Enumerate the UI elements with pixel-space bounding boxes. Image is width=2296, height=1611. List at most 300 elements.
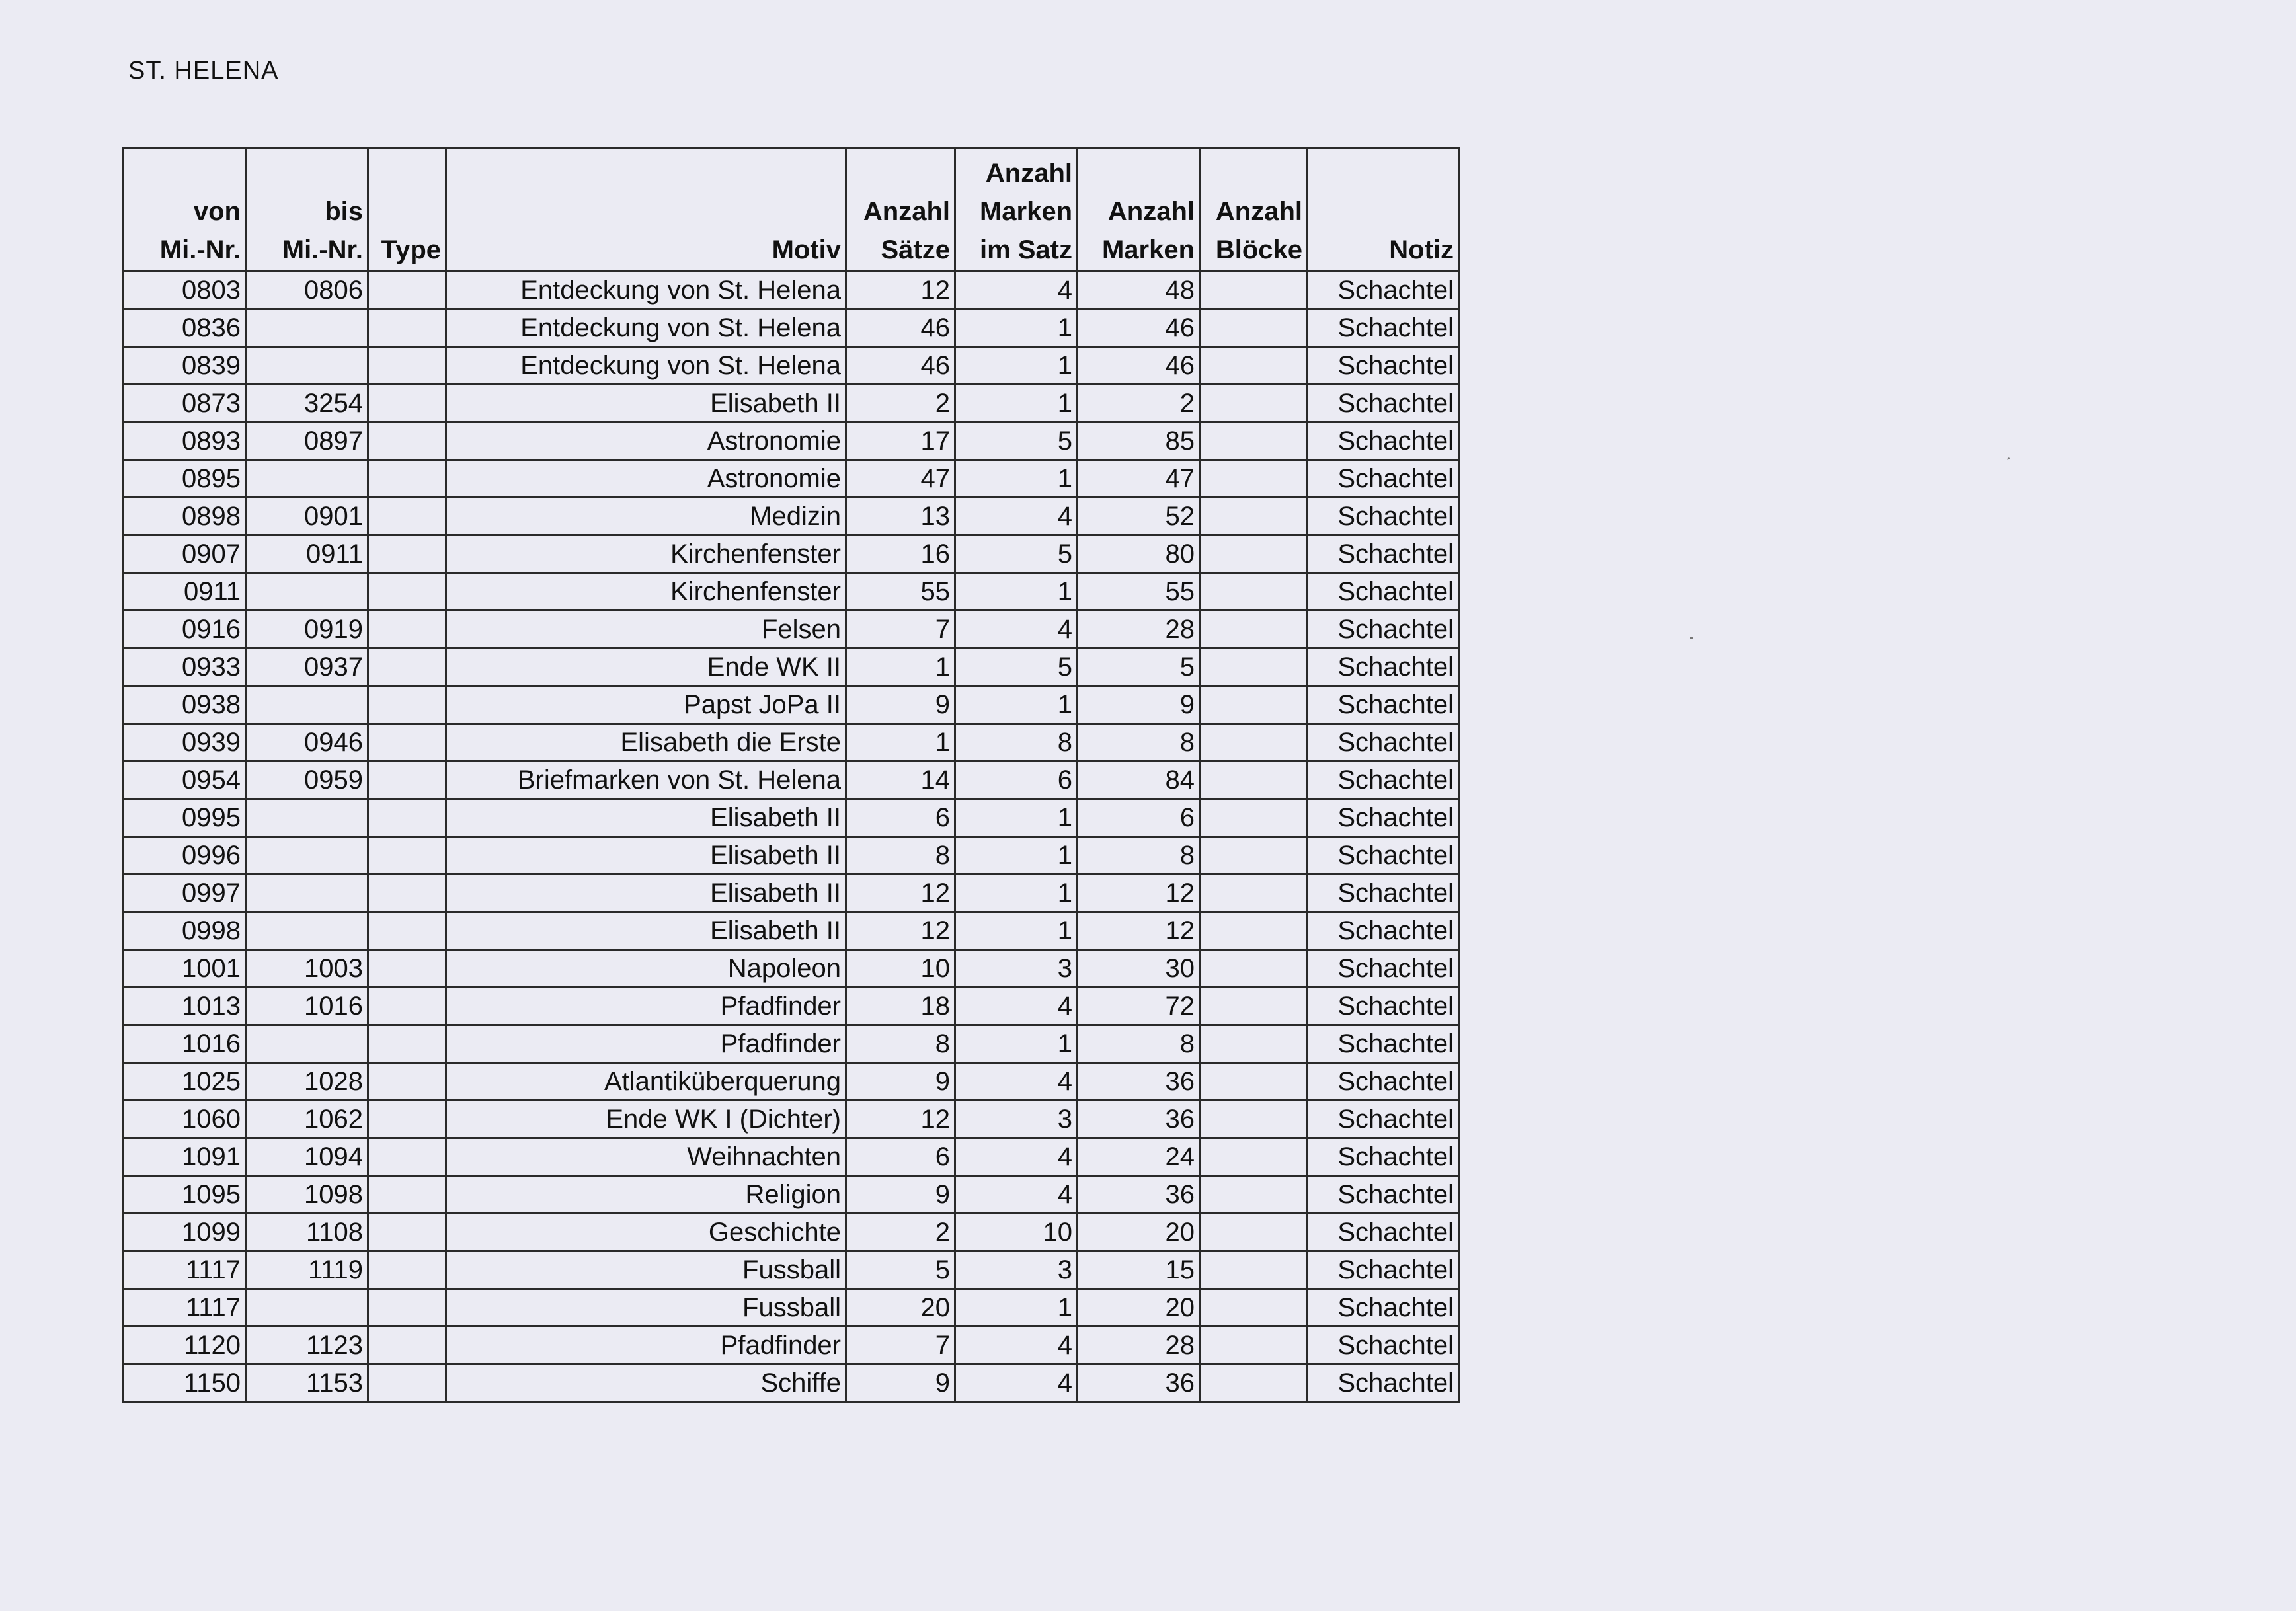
- cell-anzahl-bloecke: [1200, 875, 1308, 912]
- cell-bis-mi-nr: 0911: [246, 535, 368, 573]
- cell-von-mi-nr: 1013: [124, 988, 246, 1025]
- cell-anzahl-bloecke: [1200, 611, 1308, 648]
- cell-notiz: Schachtel: [1308, 460, 1459, 498]
- column-header-type: [368, 149, 446, 272]
- cell-anzahl-bloecke: [1200, 535, 1308, 573]
- cell-anzahl-saetze: 14: [846, 762, 955, 799]
- cell-anzahl-marken-im-satz: 1: [955, 1289, 1078, 1327]
- cell-notiz: Schachtel: [1308, 1176, 1459, 1214]
- cell-von-mi-nr: 1120: [124, 1327, 246, 1364]
- cell-anzahl-marken: 85: [1078, 422, 1200, 460]
- cell-von-mi-nr: 0911: [124, 573, 246, 611]
- cell-anzahl-bloecke: [1200, 1327, 1308, 1364]
- table-row: [124, 686, 1459, 724]
- cell-type: [368, 347, 446, 385]
- cell-von-mi-nr: 0839: [124, 347, 246, 385]
- cell-bis-mi-nr: [246, 686, 368, 724]
- cell-notiz: Schachtel: [1308, 950, 1459, 988]
- cell-type: [368, 762, 446, 799]
- cell-anzahl-saetze: 20: [846, 1289, 955, 1327]
- cell-anzahl-saetze: 9: [846, 1176, 955, 1214]
- cell-von-mi-nr: 1150: [124, 1364, 246, 1402]
- table-row: [124, 1101, 1459, 1138]
- cell-notiz: Schachtel: [1308, 309, 1459, 347]
- cell-von-mi-nr: 1117: [124, 1289, 246, 1327]
- cell-anzahl-marken: 20: [1078, 1214, 1200, 1251]
- table-row: [124, 912, 1459, 950]
- cell-anzahl-marken: 72: [1078, 988, 1200, 1025]
- cell-anzahl-marken: 8: [1078, 724, 1200, 762]
- column-header-anzahl-marken-im-satz: [955, 149, 1078, 272]
- column-header-line: Marken: [1101, 235, 1195, 264]
- header-row: [124, 149, 1459, 272]
- column-header-line: Blöcke: [1215, 235, 1302, 264]
- cell-type: [368, 1364, 446, 1402]
- cell-bis-mi-nr: [246, 1025, 368, 1063]
- column-header-line: Sätze: [881, 235, 950, 264]
- cell-von-mi-nr: 0873: [124, 385, 246, 422]
- cell-notiz: Schachtel: [1308, 347, 1459, 385]
- cell-anzahl-marken: 52: [1078, 498, 1200, 535]
- column-header-von-mi-nr: [124, 149, 246, 272]
- cell-anzahl-marken-im-satz: 1: [955, 1025, 1078, 1063]
- cell-anzahl-saetze: 55: [846, 573, 955, 611]
- cell-von-mi-nr: 1001: [124, 950, 246, 988]
- cell-anzahl-marken-im-satz: 4: [955, 272, 1078, 309]
- scan-speck: [1690, 637, 1693, 639]
- cell-type: [368, 1289, 446, 1327]
- cell-anzahl-saetze: 18: [846, 988, 955, 1025]
- column-header-line: bis: [325, 197, 363, 226]
- cell-bis-mi-nr: 1094: [246, 1138, 368, 1176]
- cell-von-mi-nr: 1060: [124, 1101, 246, 1138]
- cell-anzahl-saetze: 9: [846, 1364, 955, 1402]
- table-row: [124, 1364, 1459, 1402]
- table-row: [124, 1251, 1459, 1289]
- cell-anzahl-marken-im-satz: 1: [955, 573, 1078, 611]
- cell-motiv: Pfadfinder: [446, 988, 846, 1025]
- cell-anzahl-bloecke: [1200, 272, 1308, 309]
- cell-anzahl-bloecke: [1200, 1176, 1308, 1214]
- cell-anzahl-bloecke: [1200, 1138, 1308, 1176]
- cell-motiv: Astronomie: [446, 422, 846, 460]
- cell-type: [368, 535, 446, 573]
- cell-anzahl-marken: 36: [1078, 1176, 1200, 1214]
- cell-anzahl-marken-im-satz: 1: [955, 837, 1078, 875]
- cell-notiz: Schachtel: [1308, 611, 1459, 648]
- cell-type: [368, 1214, 446, 1251]
- column-header-line: Marken: [979, 197, 1072, 226]
- cell-bis-mi-nr: [246, 875, 368, 912]
- cell-anzahl-saetze: 6: [846, 799, 955, 837]
- cell-anzahl-marken-im-satz: 1: [955, 912, 1078, 950]
- cell-type: [368, 498, 446, 535]
- cell-von-mi-nr: 0997: [124, 875, 246, 912]
- cell-type: [368, 611, 446, 648]
- cell-bis-mi-nr: [246, 837, 368, 875]
- cell-motiv: Briefmarken von St. Helena: [446, 762, 846, 799]
- cell-von-mi-nr: 0895: [124, 460, 246, 498]
- cell-type: [368, 573, 446, 611]
- table-row: [124, 498, 1459, 535]
- cell-notiz: Schachtel: [1308, 762, 1459, 799]
- cell-motiv: Pfadfinder: [446, 1327, 846, 1364]
- cell-anzahl-saetze: 5: [846, 1251, 955, 1289]
- table-row: [124, 272, 1459, 309]
- cell-anzahl-saetze: 12: [846, 272, 955, 309]
- cell-bis-mi-nr: [246, 460, 368, 498]
- cell-anzahl-bloecke: [1200, 686, 1308, 724]
- cell-type: [368, 988, 446, 1025]
- cell-notiz: Schachtel: [1308, 912, 1459, 950]
- cell-notiz: Schachtel: [1308, 1101, 1459, 1138]
- cell-anzahl-marken-im-satz: 3: [955, 950, 1078, 988]
- cell-type: [368, 912, 446, 950]
- cell-bis-mi-nr: [246, 912, 368, 950]
- cell-anzahl-marken: 12: [1078, 875, 1200, 912]
- cell-motiv: Elisabeth II: [446, 912, 846, 950]
- cell-anzahl-marken: 36: [1078, 1101, 1200, 1138]
- table-row: [124, 309, 1459, 347]
- cell-notiz: Schachtel: [1308, 498, 1459, 535]
- table-row: [124, 422, 1459, 460]
- cell-anzahl-saetze: 2: [846, 385, 955, 422]
- cell-anzahl-bloecke: [1200, 347, 1308, 385]
- cell-type: [368, 648, 446, 686]
- cell-anzahl-marken-im-satz: 4: [955, 611, 1078, 648]
- column-header-line: im Satz: [979, 235, 1072, 264]
- cell-type: [368, 799, 446, 837]
- cell-anzahl-saetze: 7: [846, 611, 955, 648]
- cell-anzahl-marken: 46: [1078, 309, 1200, 347]
- table-body: [124, 272, 1459, 1402]
- cell-bis-mi-nr: 0937: [246, 648, 368, 686]
- cell-anzahl-marken: 9: [1078, 686, 1200, 724]
- cell-von-mi-nr: 0939: [124, 724, 246, 762]
- cell-anzahl-saetze: 10: [846, 950, 955, 988]
- column-header-line: Anzahl: [1107, 197, 1195, 226]
- column-header-line: Mi.-Nr.: [282, 235, 363, 264]
- scan-speck: [2007, 457, 2010, 460]
- table-row: [124, 950, 1459, 988]
- cell-anzahl-marken-im-satz: 1: [955, 309, 1078, 347]
- table-row: [124, 762, 1459, 799]
- cell-anzahl-marken: 5: [1078, 648, 1200, 686]
- table-row: [124, 573, 1459, 611]
- cell-anzahl-marken: 80: [1078, 535, 1200, 573]
- table-row: [124, 875, 1459, 912]
- cell-type: [368, 724, 446, 762]
- table-row: [124, 1289, 1459, 1327]
- cell-von-mi-nr: 1016: [124, 1025, 246, 1063]
- cell-motiv: Napoleon: [446, 950, 846, 988]
- cell-anzahl-marken-im-satz: 6: [955, 762, 1078, 799]
- cell-bis-mi-nr: 0919: [246, 611, 368, 648]
- cell-anzahl-bloecke: [1200, 573, 1308, 611]
- cell-anzahl-saetze: 9: [846, 1063, 955, 1101]
- cell-anzahl-bloecke: [1200, 1364, 1308, 1402]
- cell-type: [368, 460, 446, 498]
- cell-anzahl-bloecke: [1200, 422, 1308, 460]
- cell-anzahl-marken: 46: [1078, 347, 1200, 385]
- cell-motiv: Papst JoPa II: [446, 686, 846, 724]
- cell-anzahl-marken-im-satz: 1: [955, 460, 1078, 498]
- cell-notiz: Schachtel: [1308, 1289, 1459, 1327]
- cell-bis-mi-nr: [246, 799, 368, 837]
- cell-von-mi-nr: 0998: [124, 912, 246, 950]
- cell-notiz: Schachtel: [1308, 1251, 1459, 1289]
- table-row: [124, 347, 1459, 385]
- cell-notiz: Schachtel: [1308, 535, 1459, 573]
- cell-type: [368, 1327, 446, 1364]
- cell-anzahl-bloecke: [1200, 799, 1308, 837]
- cell-bis-mi-nr: 1108: [246, 1214, 368, 1251]
- cell-anzahl-saetze: 8: [846, 837, 955, 875]
- cell-anzahl-marken-im-satz: 1: [955, 385, 1078, 422]
- table-row: [124, 1138, 1459, 1176]
- cell-anzahl-bloecke: [1200, 498, 1308, 535]
- cell-bis-mi-nr: 0897: [246, 422, 368, 460]
- cell-motiv: Weihnachten: [446, 1138, 846, 1176]
- column-header-anzahl-saetze: [846, 149, 955, 272]
- cell-notiz: Schachtel: [1308, 648, 1459, 686]
- cell-motiv: Elisabeth II: [446, 875, 846, 912]
- cell-motiv: Astronomie: [446, 460, 846, 498]
- table-row: [124, 611, 1459, 648]
- cell-von-mi-nr: 1025: [124, 1063, 246, 1101]
- cell-bis-mi-nr: 1123: [246, 1327, 368, 1364]
- cell-anzahl-bloecke: [1200, 1251, 1308, 1289]
- cell-anzahl-marken-im-satz: 5: [955, 648, 1078, 686]
- cell-anzahl-saetze: 6: [846, 1138, 955, 1176]
- cell-motiv: Ende WK I (Dichter): [446, 1101, 846, 1138]
- cell-anzahl-saetze: 46: [846, 347, 955, 385]
- cell-type: [368, 837, 446, 875]
- cell-anzahl-marken: 12: [1078, 912, 1200, 950]
- cell-motiv: Elisabeth die Erste: [446, 724, 846, 762]
- cell-motiv: Religion: [446, 1176, 846, 1214]
- cell-anzahl-saetze: 13: [846, 498, 955, 535]
- cell-bis-mi-nr: 1119: [246, 1251, 368, 1289]
- column-header-anzahl-marken: [1078, 149, 1200, 272]
- cell-von-mi-nr: 0916: [124, 611, 246, 648]
- cell-motiv: Geschichte: [446, 1214, 846, 1251]
- cell-anzahl-bloecke: [1200, 762, 1308, 799]
- cell-anzahl-bloecke: [1200, 950, 1308, 988]
- cell-anzahl-saetze: 7: [846, 1327, 955, 1364]
- cell-motiv: Kirchenfenster: [446, 573, 846, 611]
- cell-anzahl-marken-im-satz: 5: [955, 535, 1078, 573]
- cell-anzahl-marken-im-satz: 1: [955, 347, 1078, 385]
- cell-motiv: Elisabeth II: [446, 385, 846, 422]
- cell-bis-mi-nr: 3254: [246, 385, 368, 422]
- cell-type: [368, 875, 446, 912]
- table-row: [124, 799, 1459, 837]
- cell-anzahl-marken-im-satz: 4: [955, 1176, 1078, 1214]
- cell-notiz: Schachtel: [1308, 988, 1459, 1025]
- cell-anzahl-bloecke: [1200, 648, 1308, 686]
- cell-notiz: Schachtel: [1308, 573, 1459, 611]
- cell-type: [368, 385, 446, 422]
- cell-anzahl-saetze: 46: [846, 309, 955, 347]
- cell-anzahl-bloecke: [1200, 1214, 1308, 1251]
- cell-notiz: Schachtel: [1308, 1364, 1459, 1402]
- cell-type: [368, 1025, 446, 1063]
- cell-anzahl-bloecke: [1200, 385, 1308, 422]
- cell-anzahl-marken: 8: [1078, 837, 1200, 875]
- cell-anzahl-saetze: 1: [846, 724, 955, 762]
- cell-von-mi-nr: 0995: [124, 799, 246, 837]
- cell-anzahl-marken: 6: [1078, 799, 1200, 837]
- cell-von-mi-nr: 0898: [124, 498, 246, 535]
- column-header-notiz: [1308, 149, 1459, 272]
- cell-bis-mi-nr: 1153: [246, 1364, 368, 1402]
- cell-anzahl-saetze: 16: [846, 535, 955, 573]
- cell-motiv: Felsen: [446, 611, 846, 648]
- cell-type: [368, 1101, 446, 1138]
- cell-anzahl-bloecke: [1200, 1063, 1308, 1101]
- cell-bis-mi-nr: 0946: [246, 724, 368, 762]
- cell-motiv: Elisabeth II: [446, 837, 846, 875]
- cell-notiz: Schachtel: [1308, 837, 1459, 875]
- cell-motiv: Fussball: [446, 1289, 846, 1327]
- cell-von-mi-nr: 0954: [124, 762, 246, 799]
- cell-anzahl-marken: 20: [1078, 1289, 1200, 1327]
- cell-anzahl-marken-im-satz: 3: [955, 1251, 1078, 1289]
- cell-anzahl-bloecke: [1200, 912, 1308, 950]
- cell-von-mi-nr: 0938: [124, 686, 246, 724]
- cell-anzahl-marken-im-satz: 1: [955, 686, 1078, 724]
- cell-motiv: Medizin: [446, 498, 846, 535]
- cell-motiv: Elisabeth II: [446, 799, 846, 837]
- cell-von-mi-nr: 0907: [124, 535, 246, 573]
- cell-motiv: Schiffe: [446, 1364, 846, 1402]
- cell-anzahl-saetze: 12: [846, 912, 955, 950]
- cell-anzahl-marken-im-satz: 10: [955, 1214, 1078, 1251]
- cell-von-mi-nr: 0803: [124, 272, 246, 309]
- cell-notiz: Schachtel: [1308, 1063, 1459, 1101]
- column-header-line: Anzahl: [863, 197, 950, 226]
- cell-anzahl-marken: 84: [1078, 762, 1200, 799]
- cell-motiv: Entdeckung von St. Helena: [446, 309, 846, 347]
- cell-anzahl-marken: 36: [1078, 1063, 1200, 1101]
- cell-von-mi-nr: 0933: [124, 648, 246, 686]
- table-row: [124, 1025, 1459, 1063]
- cell-von-mi-nr: 1091: [124, 1138, 246, 1176]
- cell-motiv: Pfadfinder: [446, 1025, 846, 1063]
- table-row: [124, 1214, 1459, 1251]
- column-header-line: Type: [381, 235, 441, 264]
- cell-anzahl-bloecke: [1200, 1289, 1308, 1327]
- column-header-line: Anzahl: [1215, 197, 1302, 226]
- column-header-motiv: [446, 149, 846, 272]
- column-header-line: Motiv: [772, 235, 841, 264]
- cell-anzahl-bloecke: [1200, 724, 1308, 762]
- cell-von-mi-nr: 1117: [124, 1251, 246, 1289]
- page-title: ST. HELENA: [128, 57, 279, 85]
- cell-motiv: Entdeckung von St. Helena: [446, 347, 846, 385]
- table-row: [124, 988, 1459, 1025]
- cell-notiz: Schachtel: [1308, 272, 1459, 309]
- cell-von-mi-nr: 0836: [124, 309, 246, 347]
- cell-anzahl-marken: 2: [1078, 385, 1200, 422]
- cell-bis-mi-nr: [246, 573, 368, 611]
- cell-motiv: Entdeckung von St. Helena: [446, 272, 846, 309]
- cell-bis-mi-nr: 1003: [246, 950, 368, 988]
- cell-anzahl-saetze: 9: [846, 686, 955, 724]
- cell-anzahl-bloecke: [1200, 309, 1308, 347]
- column-header-anzahl-bloecke: [1200, 149, 1308, 272]
- cell-notiz: Schachtel: [1308, 1327, 1459, 1364]
- cell-notiz: Schachtel: [1308, 1138, 1459, 1176]
- cell-notiz: Schachtel: [1308, 686, 1459, 724]
- cell-anzahl-marken-im-satz: 4: [955, 1063, 1078, 1101]
- cell-anzahl-marken-im-satz: 3: [955, 1101, 1078, 1138]
- table-row: [124, 1176, 1459, 1214]
- cell-von-mi-nr: 1095: [124, 1176, 246, 1214]
- cell-motiv: Kirchenfenster: [446, 535, 846, 573]
- cell-anzahl-marken: 28: [1078, 611, 1200, 648]
- table-row: [124, 648, 1459, 686]
- cell-anzahl-marken: 36: [1078, 1364, 1200, 1402]
- cell-anzahl-bloecke: [1200, 460, 1308, 498]
- table-row: [124, 1327, 1459, 1364]
- cell-anzahl-marken-im-satz: 1: [955, 875, 1078, 912]
- cell-notiz: Schachtel: [1308, 875, 1459, 912]
- cell-anzahl-marken-im-satz: 8: [955, 724, 1078, 762]
- cell-bis-mi-nr: 0901: [246, 498, 368, 535]
- cell-bis-mi-nr: 0959: [246, 762, 368, 799]
- cell-anzahl-marken-im-satz: 1: [955, 799, 1078, 837]
- cell-anzahl-marken: 28: [1078, 1327, 1200, 1364]
- cell-anzahl-marken-im-satz: 4: [955, 988, 1078, 1025]
- cell-type: [368, 422, 446, 460]
- cell-anzahl-saetze: 12: [846, 1101, 955, 1138]
- cell-motiv: Ende WK II: [446, 648, 846, 686]
- cell-anzahl-saetze: 2: [846, 1214, 955, 1251]
- cell-type: [368, 1251, 446, 1289]
- cell-anzahl-bloecke: [1200, 1025, 1308, 1063]
- cell-anzahl-saetze: 17: [846, 422, 955, 460]
- cell-anzahl-saetze: 8: [846, 1025, 955, 1063]
- stamp-inventory-table: [122, 147, 1460, 1403]
- table-row: [124, 535, 1459, 573]
- cell-type: [368, 1138, 446, 1176]
- cell-bis-mi-nr: 1016: [246, 988, 368, 1025]
- cell-anzahl-bloecke: [1200, 1101, 1308, 1138]
- column-header-line: Notiz: [1389, 235, 1454, 264]
- cell-anzahl-marken-im-satz: 4: [955, 1138, 1078, 1176]
- cell-anzahl-marken: 24: [1078, 1138, 1200, 1176]
- cell-anzahl-marken: 48: [1078, 272, 1200, 309]
- table-row: [124, 385, 1459, 422]
- cell-motiv: Fussball: [446, 1251, 846, 1289]
- column-header-line: Anzahl: [985, 159, 1072, 188]
- cell-bis-mi-nr: 0806: [246, 272, 368, 309]
- cell-bis-mi-nr: 1062: [246, 1101, 368, 1138]
- cell-notiz: Schachtel: [1308, 724, 1459, 762]
- cell-anzahl-marken-im-satz: 4: [955, 1327, 1078, 1364]
- cell-von-mi-nr: 1099: [124, 1214, 246, 1251]
- cell-notiz: Schachtel: [1308, 799, 1459, 837]
- cell-anzahl-bloecke: [1200, 988, 1308, 1025]
- table-row: [124, 724, 1459, 762]
- cell-bis-mi-nr: [246, 347, 368, 385]
- cell-anzahl-marken: 15: [1078, 1251, 1200, 1289]
- cell-anzahl-marken-im-satz: 4: [955, 498, 1078, 535]
- cell-notiz: Schachtel: [1308, 385, 1459, 422]
- cell-type: [368, 686, 446, 724]
